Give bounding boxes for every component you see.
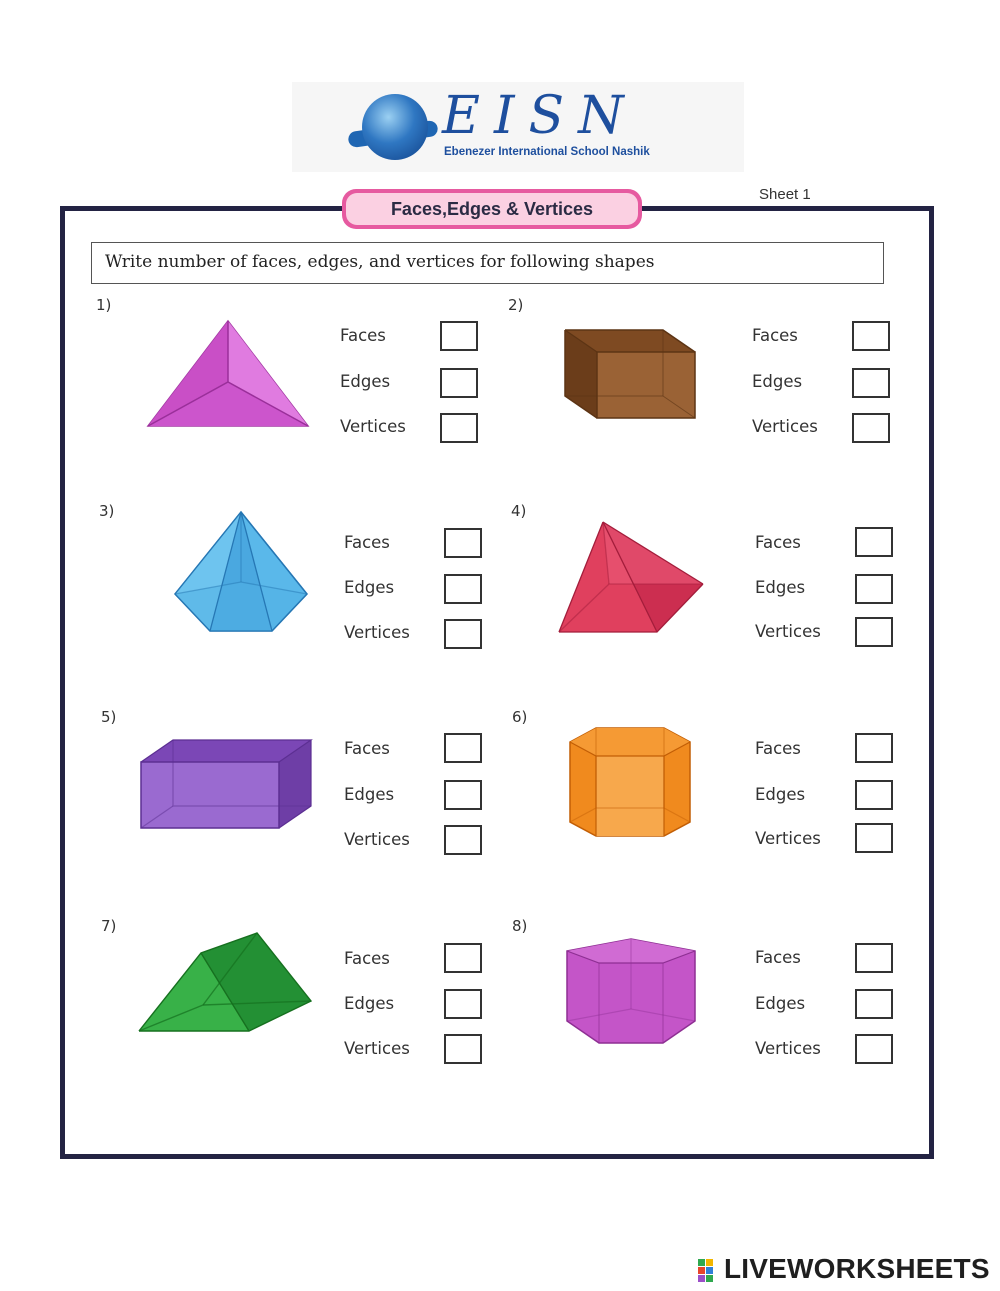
faces-answer-box[interactable]	[444, 943, 482, 973]
edges-label: Edges	[344, 994, 395, 1013]
edges-answer-box[interactable]	[444, 780, 482, 810]
faces-answer-box[interactable]	[440, 321, 478, 351]
faces-answer-box[interactable]	[855, 527, 893, 557]
item-3	[99, 502, 499, 682]
vertices-label: Vertices	[752, 417, 818, 436]
faces-answer-box[interactable]	[855, 733, 893, 763]
vertices-answer-box[interactable]	[444, 825, 482, 855]
cube-icon	[563, 328, 698, 420]
vertices-label: Vertices	[340, 417, 406, 436]
edges-label: Edges	[755, 785, 806, 804]
edges-label: Edges	[752, 372, 803, 391]
square-pyramid-icon	[557, 520, 705, 636]
triangular-pyramid-icon	[146, 318, 311, 430]
faces-label: Faces	[755, 739, 801, 758]
item-4	[511, 502, 911, 682]
vertices-label: Vertices	[344, 623, 410, 642]
triangular-prism-icon	[137, 931, 315, 1035]
item-number: 2)	[508, 296, 524, 314]
vertices-label: Vertices	[344, 830, 410, 849]
edges-answer-box[interactable]	[444, 574, 482, 604]
vertices-label: Vertices	[344, 1039, 410, 1058]
edges-answer-box[interactable]	[440, 368, 478, 398]
faces-label: Faces	[752, 326, 798, 345]
faces-label: Faces	[344, 739, 390, 758]
item-number: 4)	[511, 502, 527, 520]
faces-answer-box[interactable]	[855, 943, 893, 973]
edges-answer-box[interactable]	[852, 368, 890, 398]
vertices-label: Vertices	[755, 829, 821, 848]
faces-label: Faces	[344, 533, 390, 552]
vertices-answer-box[interactable]	[852, 413, 890, 443]
item-2	[508, 296, 908, 476]
item-number: 3)	[99, 502, 115, 520]
edges-answer-box[interactable]	[855, 574, 893, 604]
worksheet-title	[342, 189, 642, 229]
hexagonal-prism-icon	[568, 726, 692, 840]
liveworksheets-tiles-icon	[698, 1259, 720, 1281]
pentagonal-pyramid-icon	[173, 510, 309, 634]
edges-label: Edges	[344, 785, 395, 804]
vertices-label: Vertices	[755, 1039, 821, 1058]
instruction-box: Write number of faces, edges, and vertices for following shapes	[91, 242, 884, 284]
item-8	[512, 917, 912, 1097]
edges-label: Edges	[755, 994, 806, 1013]
vertices-answer-box[interactable]	[855, 1034, 893, 1064]
item-6	[512, 708, 912, 888]
vertices-answer-box[interactable]	[855, 823, 893, 853]
edges-label: Edges	[340, 372, 391, 391]
item-number: 8)	[512, 917, 528, 935]
item-1	[96, 296, 496, 476]
pentagonal-prism-icon	[565, 937, 697, 1045]
edges-label: Edges	[755, 578, 806, 597]
worksheet-title-text: Faces,Edges & Vertices	[346, 193, 638, 225]
item-number: 7)	[101, 917, 117, 935]
faces-answer-box[interactable]	[444, 528, 482, 558]
edges-label: Edges	[344, 578, 395, 597]
faces-label: Faces	[340, 326, 386, 345]
vertices-answer-box[interactable]	[440, 413, 478, 443]
item-5	[101, 708, 501, 888]
vertices-answer-box[interactable]	[855, 617, 893, 647]
edges-answer-box[interactable]	[444, 989, 482, 1019]
globe-icon	[362, 94, 428, 160]
item-number: 6)	[512, 708, 528, 726]
vertices-answer-box[interactable]	[444, 619, 482, 649]
edges-answer-box[interactable]	[855, 989, 893, 1019]
vertices-answer-box[interactable]	[444, 1034, 482, 1064]
logo-subtitle: Ebenezer International School Nashik	[444, 146, 650, 158]
logo-letters: EISN	[442, 86, 638, 146]
school-logo	[292, 82, 744, 172]
sheet-label: Sheet 1	[759, 186, 811, 203]
item-number: 5)	[101, 708, 117, 726]
faces-answer-box[interactable]	[444, 733, 482, 763]
rectangular-prism-icon	[139, 738, 314, 832]
faces-label: Faces	[344, 949, 390, 968]
faces-answer-box[interactable]	[852, 321, 890, 351]
edges-answer-box[interactable]	[855, 780, 893, 810]
item-7	[101, 917, 501, 1097]
vertices-label: Vertices	[755, 622, 821, 641]
faces-label: Faces	[755, 533, 801, 552]
faces-label: Faces	[755, 948, 801, 967]
item-number: 1)	[96, 296, 112, 314]
liveworksheets-brand: LIVEWORKSHEETS	[724, 1253, 990, 1284]
